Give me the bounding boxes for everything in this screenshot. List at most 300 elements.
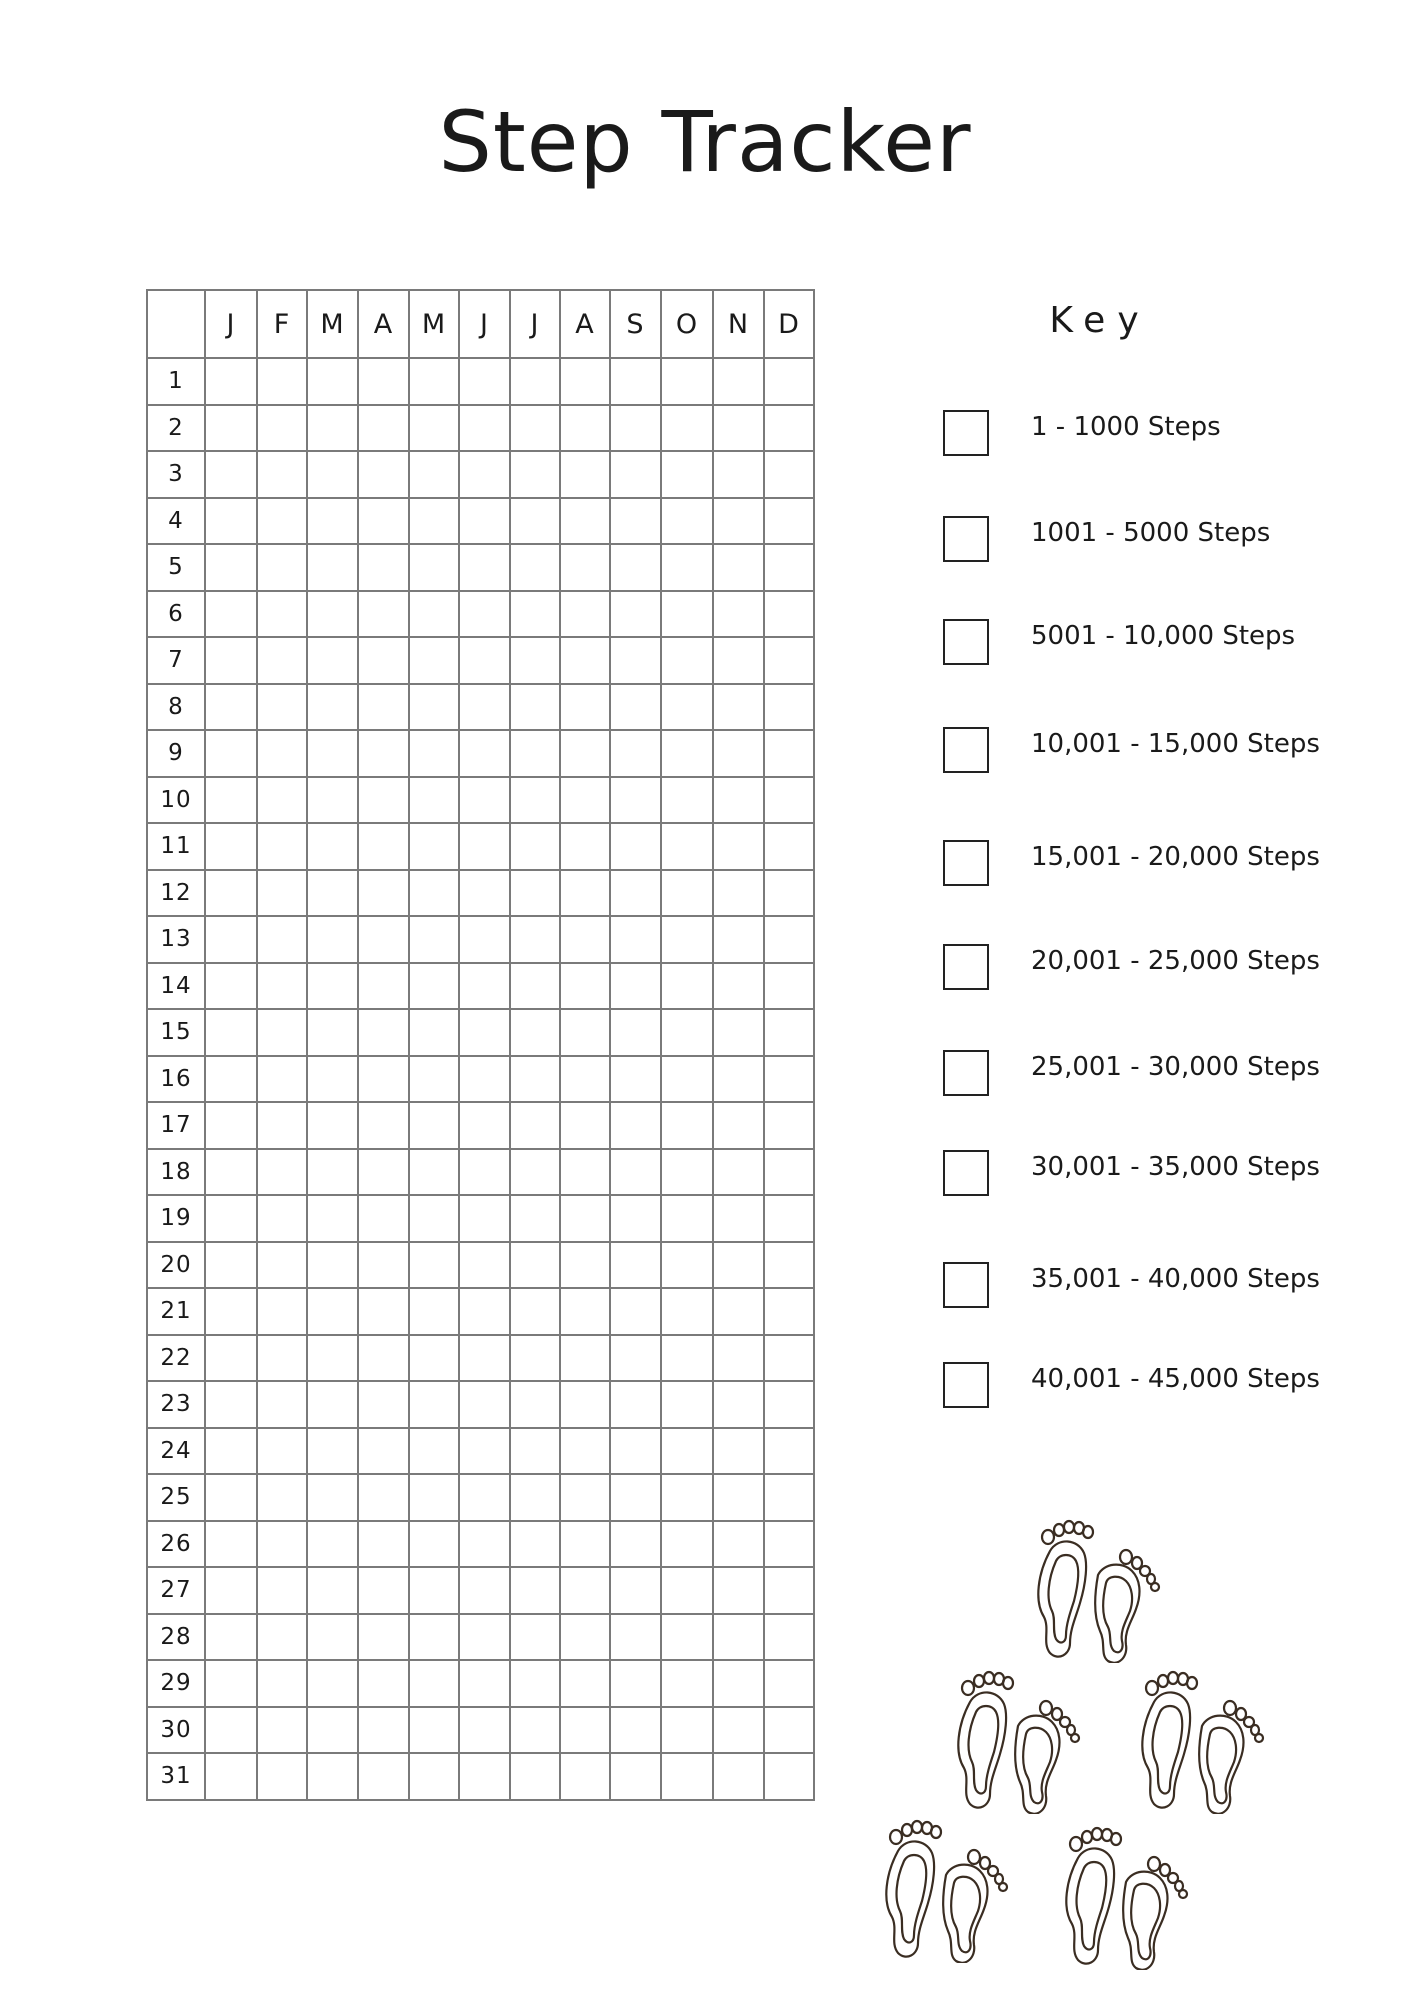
tracker-cell[interactable] — [713, 777, 764, 824]
tracker-cell[interactable] — [459, 777, 510, 824]
tracker-cell[interactable] — [459, 684, 510, 731]
tracker-cell[interactable] — [560, 1753, 610, 1800]
tracker-cell[interactable] — [307, 777, 358, 824]
tracker-cell[interactable] — [610, 1149, 661, 1196]
tracker-cell[interactable] — [205, 1428, 257, 1475]
tracker-cell[interactable] — [358, 1149, 409, 1196]
tracker-cell[interactable] — [661, 870, 713, 917]
tracker-cell[interactable] — [459, 1335, 510, 1382]
tracker-cell[interactable] — [560, 684, 610, 731]
tracker-cell[interactable] — [409, 1753, 459, 1800]
tracker-cell[interactable] — [610, 591, 661, 638]
tracker-cell[interactable] — [713, 1521, 764, 1568]
tracker-cell[interactable] — [205, 451, 257, 498]
tracker-cell[interactable] — [307, 1195, 358, 1242]
tracker-cell[interactable] — [205, 1102, 257, 1149]
tracker-cell[interactable] — [409, 1428, 459, 1475]
tracker-cell[interactable] — [560, 730, 610, 777]
tracker-cell[interactable] — [205, 684, 257, 731]
tracker-cell[interactable] — [409, 1567, 459, 1614]
tracker-cell[interactable] — [205, 637, 257, 684]
tracker-cell[interactable] — [358, 1521, 409, 1568]
tracker-cell[interactable] — [510, 498, 560, 545]
tracker-cell[interactable] — [257, 777, 307, 824]
tracker-cell[interactable] — [205, 1521, 257, 1568]
tracker-cell[interactable] — [257, 591, 307, 638]
tracker-cell[interactable] — [764, 1753, 814, 1800]
tracker-cell[interactable] — [409, 684, 459, 731]
tracker-cell[interactable] — [409, 777, 459, 824]
tracker-cell[interactable] — [409, 1102, 459, 1149]
tracker-cell[interactable] — [610, 1102, 661, 1149]
tracker-cell[interactable] — [713, 1381, 764, 1428]
tracker-cell[interactable] — [764, 1428, 814, 1475]
tracker-cell[interactable] — [610, 405, 661, 452]
tracker-cell[interactable] — [358, 870, 409, 917]
tracker-cell[interactable] — [510, 1288, 560, 1335]
tracker-cell[interactable] — [409, 963, 459, 1010]
tracker-cell[interactable] — [307, 963, 358, 1010]
tracker-cell[interactable] — [358, 405, 409, 452]
tracker-cell[interactable] — [560, 1009, 610, 1056]
tracker-cell[interactable] — [713, 1428, 764, 1475]
tracker-cell[interactable] — [661, 963, 713, 1010]
tracker-cell[interactable] — [560, 1102, 610, 1149]
tracker-cell[interactable] — [560, 1428, 610, 1475]
tracker-cell[interactable] — [510, 591, 560, 638]
tracker-cell[interactable] — [409, 451, 459, 498]
key-checkbox[interactable] — [943, 619, 989, 665]
tracker-cell[interactable] — [510, 1753, 560, 1800]
tracker-cell[interactable] — [459, 1242, 510, 1289]
key-checkbox[interactable] — [943, 727, 989, 773]
tracker-cell[interactable] — [307, 1521, 358, 1568]
tracker-cell[interactable] — [307, 1753, 358, 1800]
tracker-cell[interactable] — [459, 1195, 510, 1242]
tracker-cell[interactable] — [459, 1149, 510, 1196]
tracker-cell[interactable] — [510, 358, 560, 405]
tracker-cell[interactable] — [205, 1707, 257, 1754]
tracker-cell[interactable] — [661, 1149, 713, 1196]
tracker-cell[interactable] — [358, 1335, 409, 1382]
tracker-cell[interactable] — [764, 1102, 814, 1149]
tracker-cell[interactable] — [257, 916, 307, 963]
tracker-cell[interactable] — [610, 498, 661, 545]
tracker-cell[interactable] — [510, 1660, 560, 1707]
tracker-cell[interactable] — [409, 498, 459, 545]
tracker-cell[interactable] — [764, 358, 814, 405]
tracker-cell[interactable] — [661, 823, 713, 870]
tracker-cell[interactable] — [459, 358, 510, 405]
tracker-cell[interactable] — [510, 1381, 560, 1428]
tracker-cell[interactable] — [257, 1149, 307, 1196]
tracker-cell[interactable] — [409, 1707, 459, 1754]
tracker-cell[interactable] — [358, 1195, 409, 1242]
tracker-cell[interactable] — [307, 1242, 358, 1289]
tracker-cell[interactable] — [459, 1009, 510, 1056]
key-checkbox[interactable] — [943, 1050, 989, 1096]
tracker-cell[interactable] — [358, 963, 409, 1010]
tracker-cell[interactable] — [560, 405, 610, 452]
tracker-cell[interactable] — [610, 1242, 661, 1289]
tracker-cell[interactable] — [713, 405, 764, 452]
tracker-cell[interactable] — [764, 498, 814, 545]
tracker-cell[interactable] — [307, 916, 358, 963]
tracker-cell[interactable] — [459, 1288, 510, 1335]
tracker-cell[interactable] — [409, 1614, 459, 1661]
tracker-cell[interactable] — [713, 1707, 764, 1754]
tracker-cell[interactable] — [610, 1707, 661, 1754]
tracker-cell[interactable] — [610, 1474, 661, 1521]
tracker-cell[interactable] — [205, 1335, 257, 1382]
tracker-cell[interactable] — [205, 591, 257, 638]
tracker-cell[interactable] — [307, 1009, 358, 1056]
tracker-cell[interactable] — [257, 1381, 307, 1428]
tracker-cell[interactable] — [307, 1102, 358, 1149]
tracker-cell[interactable] — [764, 1521, 814, 1568]
tracker-cell[interactable] — [409, 1149, 459, 1196]
tracker-cell[interactable] — [510, 916, 560, 963]
tracker-cell[interactable] — [409, 730, 459, 777]
tracker-cell[interactable] — [510, 1335, 560, 1382]
tracker-cell[interactable] — [713, 1614, 764, 1661]
tracker-cell[interactable] — [409, 544, 459, 591]
tracker-cell[interactable] — [257, 684, 307, 731]
tracker-cell[interactable] — [358, 498, 409, 545]
tracker-cell[interactable] — [205, 870, 257, 917]
tracker-cell[interactable] — [713, 1288, 764, 1335]
tracker-cell[interactable] — [764, 1149, 814, 1196]
tracker-cell[interactable] — [764, 1242, 814, 1289]
tracker-cell[interactable] — [409, 1474, 459, 1521]
tracker-cell[interactable] — [661, 1288, 713, 1335]
tracker-cell[interactable] — [307, 1381, 358, 1428]
tracker-cell[interactable] — [257, 1567, 307, 1614]
tracker-cell[interactable] — [459, 498, 510, 545]
tracker-cell[interactable] — [205, 1149, 257, 1196]
tracker-cell[interactable] — [510, 1474, 560, 1521]
tracker-cell[interactable] — [358, 1614, 409, 1661]
tracker-cell[interactable] — [510, 1149, 560, 1196]
tracker-cell[interactable] — [307, 1149, 358, 1196]
tracker-cell[interactable] — [560, 1381, 610, 1428]
tracker-cell[interactable] — [205, 405, 257, 452]
tracker-cell[interactable] — [764, 1614, 814, 1661]
tracker-cell[interactable] — [459, 1428, 510, 1475]
tracker-cell[interactable] — [409, 1381, 459, 1428]
tracker-cell[interactable] — [764, 963, 814, 1010]
tracker-cell[interactable] — [257, 870, 307, 917]
key-checkbox[interactable] — [943, 516, 989, 562]
tracker-cell[interactable] — [764, 1474, 814, 1521]
tracker-cell[interactable] — [257, 1335, 307, 1382]
tracker-cell[interactable] — [459, 1753, 510, 1800]
tracker-cell[interactable] — [358, 1707, 409, 1754]
tracker-cell[interactable] — [307, 823, 358, 870]
tracker-cell[interactable] — [713, 1474, 764, 1521]
tracker-cell[interactable] — [713, 1567, 764, 1614]
tracker-cell[interactable] — [713, 1753, 764, 1800]
tracker-cell[interactable] — [661, 591, 713, 638]
tracker-cell[interactable] — [610, 1009, 661, 1056]
key-checkbox[interactable] — [943, 1262, 989, 1308]
tracker-cell[interactable] — [409, 358, 459, 405]
tracker-cell[interactable] — [510, 1614, 560, 1661]
tracker-cell[interactable] — [610, 451, 661, 498]
tracker-cell[interactable] — [661, 1242, 713, 1289]
tracker-cell[interactable] — [257, 823, 307, 870]
tracker-cell[interactable] — [409, 916, 459, 963]
tracker-cell[interactable] — [409, 1242, 459, 1289]
tracker-cell[interactable] — [560, 1056, 610, 1103]
tracker-cell[interactable] — [610, 1428, 661, 1475]
tracker-cell[interactable] — [307, 1335, 358, 1382]
tracker-cell[interactable] — [459, 451, 510, 498]
tracker-cell[interactable] — [661, 1614, 713, 1661]
tracker-cell[interactable] — [205, 1195, 257, 1242]
tracker-cell[interactable] — [713, 544, 764, 591]
tracker-cell[interactable] — [510, 870, 560, 917]
tracker-cell[interactable] — [205, 777, 257, 824]
tracker-cell[interactable] — [358, 730, 409, 777]
tracker-cell[interactable] — [307, 730, 358, 777]
tracker-cell[interactable] — [358, 684, 409, 731]
tracker-cell[interactable] — [764, 1335, 814, 1382]
tracker-cell[interactable] — [510, 730, 560, 777]
tracker-cell[interactable] — [560, 498, 610, 545]
tracker-cell[interactable] — [610, 730, 661, 777]
tracker-cell[interactable] — [510, 1056, 560, 1103]
tracker-cell[interactable] — [661, 1567, 713, 1614]
tracker-cell[interactable] — [713, 823, 764, 870]
tracker-cell[interactable] — [307, 684, 358, 731]
tracker-cell[interactable] — [560, 963, 610, 1010]
tracker-cell[interactable] — [764, 916, 814, 963]
tracker-cell[interactable] — [358, 823, 409, 870]
tracker-cell[interactable] — [307, 1428, 358, 1475]
tracker-cell[interactable] — [610, 1288, 661, 1335]
tracker-cell[interactable] — [661, 405, 713, 452]
tracker-cell[interactable] — [560, 1335, 610, 1382]
tracker-cell[interactable] — [510, 1428, 560, 1475]
tracker-cell[interactable] — [610, 1660, 661, 1707]
tracker-cell[interactable] — [560, 1195, 610, 1242]
tracker-cell[interactable] — [510, 405, 560, 452]
tracker-cell[interactable] — [358, 591, 409, 638]
tracker-cell[interactable] — [764, 1707, 814, 1754]
tracker-cell[interactable] — [510, 1102, 560, 1149]
tracker-cell[interactable] — [205, 1614, 257, 1661]
tracker-cell[interactable] — [459, 1567, 510, 1614]
tracker-cell[interactable] — [307, 544, 358, 591]
tracker-cell[interactable] — [358, 1009, 409, 1056]
tracker-cell[interactable] — [307, 1288, 358, 1335]
tracker-cell[interactable] — [409, 1335, 459, 1382]
tracker-cell[interactable] — [560, 1242, 610, 1289]
tracker-cell[interactable] — [409, 1660, 459, 1707]
tracker-cell[interactable] — [510, 544, 560, 591]
tracker-cell[interactable] — [257, 1614, 307, 1661]
tracker-cell[interactable] — [459, 1614, 510, 1661]
tracker-cell[interactable] — [358, 1056, 409, 1103]
tracker-cell[interactable] — [257, 1288, 307, 1335]
tracker-cell[interactable] — [560, 870, 610, 917]
tracker-cell[interactable] — [764, 823, 814, 870]
tracker-cell[interactable] — [205, 823, 257, 870]
tracker-cell[interactable] — [459, 916, 510, 963]
tracker-cell[interactable] — [713, 1660, 764, 1707]
tracker-cell[interactable] — [661, 777, 713, 824]
tracker-cell[interactable] — [560, 1707, 610, 1754]
tracker-cell[interactable] — [560, 591, 610, 638]
tracker-cell[interactable] — [307, 358, 358, 405]
tracker-cell[interactable] — [713, 684, 764, 731]
tracker-cell[interactable] — [459, 1474, 510, 1521]
tracker-cell[interactable] — [560, 1149, 610, 1196]
tracker-cell[interactable] — [661, 1753, 713, 1800]
tracker-cell[interactable] — [358, 1102, 409, 1149]
tracker-cell[interactable] — [560, 1288, 610, 1335]
tracker-cell[interactable] — [610, 1567, 661, 1614]
tracker-cell[interactable] — [205, 544, 257, 591]
tracker-cell[interactable] — [307, 1474, 358, 1521]
tracker-cell[interactable] — [510, 637, 560, 684]
tracker-cell[interactable] — [610, 358, 661, 405]
tracker-cell[interactable] — [307, 1660, 358, 1707]
tracker-cell[interactable] — [560, 1567, 610, 1614]
tracker-cell[interactable] — [205, 963, 257, 1010]
tracker-cell[interactable] — [257, 637, 307, 684]
tracker-cell[interactable] — [257, 358, 307, 405]
tracker-cell[interactable] — [409, 1009, 459, 1056]
tracker-cell[interactable] — [764, 1381, 814, 1428]
tracker-cell[interactable] — [713, 1195, 764, 1242]
tracker-cell[interactable] — [205, 1753, 257, 1800]
tracker-cell[interactable] — [661, 1660, 713, 1707]
tracker-cell[interactable] — [307, 498, 358, 545]
tracker-cell[interactable] — [409, 637, 459, 684]
tracker-cell[interactable] — [610, 916, 661, 963]
tracker-cell[interactable] — [661, 544, 713, 591]
tracker-cell[interactable] — [459, 544, 510, 591]
tracker-cell[interactable] — [713, 591, 764, 638]
tracker-cell[interactable] — [560, 823, 610, 870]
tracker-cell[interactable] — [459, 823, 510, 870]
tracker-cell[interactable] — [358, 358, 409, 405]
key-checkbox[interactable] — [943, 1362, 989, 1408]
tracker-cell[interactable] — [257, 1102, 307, 1149]
tracker-cell[interactable] — [257, 1521, 307, 1568]
tracker-cell[interactable] — [358, 1428, 409, 1475]
tracker-cell[interactable] — [510, 1567, 560, 1614]
tracker-cell[interactable] — [257, 1195, 307, 1242]
tracker-cell[interactable] — [409, 1056, 459, 1103]
tracker-cell[interactable] — [713, 498, 764, 545]
tracker-cell[interactable] — [257, 963, 307, 1010]
tracker-cell[interactable] — [610, 1614, 661, 1661]
tracker-cell[interactable] — [459, 591, 510, 638]
tracker-cell[interactable] — [205, 358, 257, 405]
tracker-cell[interactable] — [764, 777, 814, 824]
tracker-cell[interactable] — [459, 1381, 510, 1428]
tracker-cell[interactable] — [510, 1242, 560, 1289]
tracker-cell[interactable] — [459, 870, 510, 917]
tracker-cell[interactable] — [307, 405, 358, 452]
tracker-cell[interactable] — [764, 730, 814, 777]
tracker-cell[interactable] — [510, 1521, 560, 1568]
tracker-cell[interactable] — [560, 544, 610, 591]
tracker-cell[interactable] — [307, 591, 358, 638]
tracker-cell[interactable] — [560, 1660, 610, 1707]
tracker-cell[interactable] — [257, 1753, 307, 1800]
tracker-cell[interactable] — [610, 1753, 661, 1800]
tracker-cell[interactable] — [661, 1381, 713, 1428]
tracker-cell[interactable] — [307, 1614, 358, 1661]
tracker-cell[interactable] — [257, 498, 307, 545]
tracker-cell[interactable] — [459, 405, 510, 452]
tracker-cell[interactable] — [661, 358, 713, 405]
tracker-cell[interactable] — [409, 1288, 459, 1335]
tracker-cell[interactable] — [713, 637, 764, 684]
tracker-cell[interactable] — [661, 1056, 713, 1103]
tracker-cell[interactable] — [764, 1009, 814, 1056]
tracker-cell[interactable] — [307, 1567, 358, 1614]
tracker-cell[interactable] — [205, 1009, 257, 1056]
tracker-cell[interactable] — [764, 1195, 814, 1242]
tracker-cell[interactable] — [764, 451, 814, 498]
tracker-cell[interactable] — [307, 870, 358, 917]
tracker-cell[interactable] — [610, 1381, 661, 1428]
tracker-cell[interactable] — [560, 358, 610, 405]
key-checkbox[interactable] — [943, 1150, 989, 1196]
tracker-cell[interactable] — [409, 591, 459, 638]
tracker-cell[interactable] — [764, 684, 814, 731]
tracker-cell[interactable] — [713, 358, 764, 405]
tracker-cell[interactable] — [257, 544, 307, 591]
tracker-cell[interactable] — [713, 730, 764, 777]
tracker-cell[interactable] — [257, 1009, 307, 1056]
tracker-cell[interactable] — [358, 916, 409, 963]
tracker-cell[interactable] — [661, 1521, 713, 1568]
tracker-cell[interactable] — [610, 1195, 661, 1242]
tracker-cell[interactable] — [713, 1335, 764, 1382]
tracker-cell[interactable] — [510, 823, 560, 870]
tracker-cell[interactable] — [560, 1521, 610, 1568]
tracker-cell[interactable] — [560, 916, 610, 963]
tracker-cell[interactable] — [358, 777, 409, 824]
tracker-cell[interactable] — [205, 498, 257, 545]
tracker-cell[interactable] — [661, 1195, 713, 1242]
tracker-cell[interactable] — [713, 870, 764, 917]
tracker-cell[interactable] — [205, 730, 257, 777]
tracker-cell[interactable] — [713, 1009, 764, 1056]
tracker-cell[interactable] — [257, 1242, 307, 1289]
tracker-cell[interactable] — [764, 591, 814, 638]
tracker-cell[interactable] — [713, 916, 764, 963]
tracker-cell[interactable] — [764, 1288, 814, 1335]
tracker-cell[interactable] — [257, 1428, 307, 1475]
tracker-cell[interactable] — [307, 451, 358, 498]
tracker-cell[interactable] — [257, 1474, 307, 1521]
tracker-cell[interactable] — [409, 870, 459, 917]
tracker-cell[interactable] — [764, 870, 814, 917]
tracker-cell[interactable] — [409, 1195, 459, 1242]
tracker-cell[interactable] — [764, 544, 814, 591]
tracker-cell[interactable] — [713, 1242, 764, 1289]
tracker-cell[interactable] — [257, 1707, 307, 1754]
tracker-cell[interactable] — [610, 823, 661, 870]
tracker-cell[interactable] — [358, 1242, 409, 1289]
